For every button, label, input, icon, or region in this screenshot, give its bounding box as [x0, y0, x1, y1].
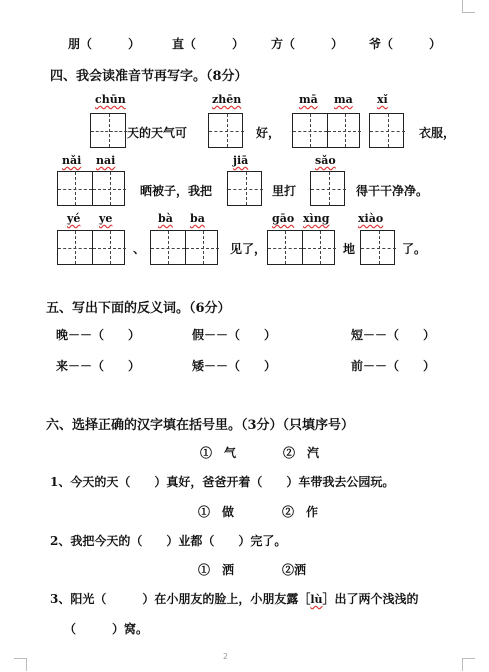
tianzige-box[interactable]	[208, 113, 243, 148]
page-number: 2	[223, 652, 229, 661]
section-title: 四、我会读准音节再写字。（8分）	[50, 69, 248, 84]
pinyin-label: ba	[190, 212, 205, 225]
section-title: 六、选择正确的汉字填在括号里。（3分）（只填序号）	[46, 418, 355, 433]
pinyin-label: mā	[299, 93, 318, 106]
pinyin-label: ye	[99, 212, 113, 225]
word-item: 爷（ ）	[369, 37, 442, 51]
option-label: ① 气	[200, 446, 237, 460]
antonym-item: 假－－（ ）	[192, 328, 277, 342]
pinyin-label: xǐ	[377, 93, 388, 106]
question-text: 2、我把今天的（ ）业都（ ）完了。	[50, 534, 287, 548]
pinyin-label: sǎo	[315, 154, 336, 167]
option-label: ① 洒	[198, 563, 235, 577]
tianzige-box[interactable]	[310, 171, 345, 206]
pinyin-label: ma	[334, 93, 353, 106]
antonym-item: 晚－－（ ）	[56, 328, 141, 342]
sentence-fragment: 晒被子，我把	[140, 184, 213, 198]
pinyin-label: xiào	[358, 212, 384, 225]
antonym-item: 矮－－（ ）	[192, 359, 277, 373]
pinyin-label: nǎi	[62, 154, 82, 167]
corner-mark-top-right	[462, 0, 475, 13]
word-item: 方（ ）	[271, 37, 344, 51]
tianzige-box[interactable]	[267, 230, 335, 265]
question-text-continued: （ ）窝。	[64, 622, 149, 636]
sentence-fragment: 里打	[272, 184, 297, 198]
sentence-fragment: 了。	[402, 242, 427, 256]
option-label: ② 作	[282, 505, 319, 519]
pinyin-label: xìng	[303, 212, 330, 225]
corner-mark-bottom-right	[462, 658, 475, 671]
question-text	[50, 590, 419, 607]
pinyin-label: gāo	[272, 212, 295, 225]
option-label: ②洒	[282, 563, 307, 577]
option-label: ① 做	[198, 505, 235, 519]
sentence-fragment: 得干干净净。	[356, 184, 429, 198]
corner-mark-bottom-left	[14, 658, 27, 671]
tianzige-box[interactable]	[227, 171, 262, 206]
pinyin-label: zhēn	[212, 93, 242, 106]
section-title: 五、写出下面的反义词。（6分）	[46, 301, 231, 316]
pinyin-label: chūn	[95, 93, 126, 106]
pinyin-label: nai	[96, 154, 116, 167]
pinyin-label: yé	[67, 212, 81, 225]
word-item: 朋（ ）	[68, 37, 141, 51]
question-text-part: ］出了两个浅浅的	[322, 592, 419, 606]
sentence-fragment: 天的天气可	[127, 126, 188, 140]
pinyin-label: jiā	[233, 154, 249, 167]
sentence-fragment: 、	[133, 242, 146, 256]
tianzige-box[interactable]	[57, 171, 125, 206]
pinyin-label: bà	[158, 212, 173, 225]
tianzige-box[interactable]	[90, 113, 126, 148]
sentence-fragment: 衣服，	[419, 126, 456, 140]
tianzige-box[interactable]	[57, 230, 125, 265]
tianzige-box[interactable]	[150, 230, 218, 265]
sentence-fragment: 见了，	[230, 242, 267, 256]
tianzige-box[interactable]	[369, 113, 404, 148]
tianzige-box[interactable]	[292, 113, 360, 148]
antonym-item: 短－－（ ）	[351, 328, 436, 342]
pinyin-inline: lù	[310, 593, 323, 606]
tianzige-box[interactable]	[360, 230, 395, 265]
sentence-fragment: 地	[343, 242, 356, 256]
question-text: 1、今天的天（ ）真好，爸爸开着（ ）车带我去公园玩。	[50, 475, 395, 489]
question-text-part: 3、阳光（ ）在小朋友的脸上，小朋友露［	[50, 592, 311, 606]
antonym-item: 前－－（ ）	[351, 359, 436, 373]
option-label: ② 汽	[283, 446, 320, 460]
sentence-fragment: 好，	[256, 126, 281, 140]
word-item: 直（ ）	[172, 37, 245, 51]
antonym-item: 来－－（ ）	[56, 359, 141, 373]
